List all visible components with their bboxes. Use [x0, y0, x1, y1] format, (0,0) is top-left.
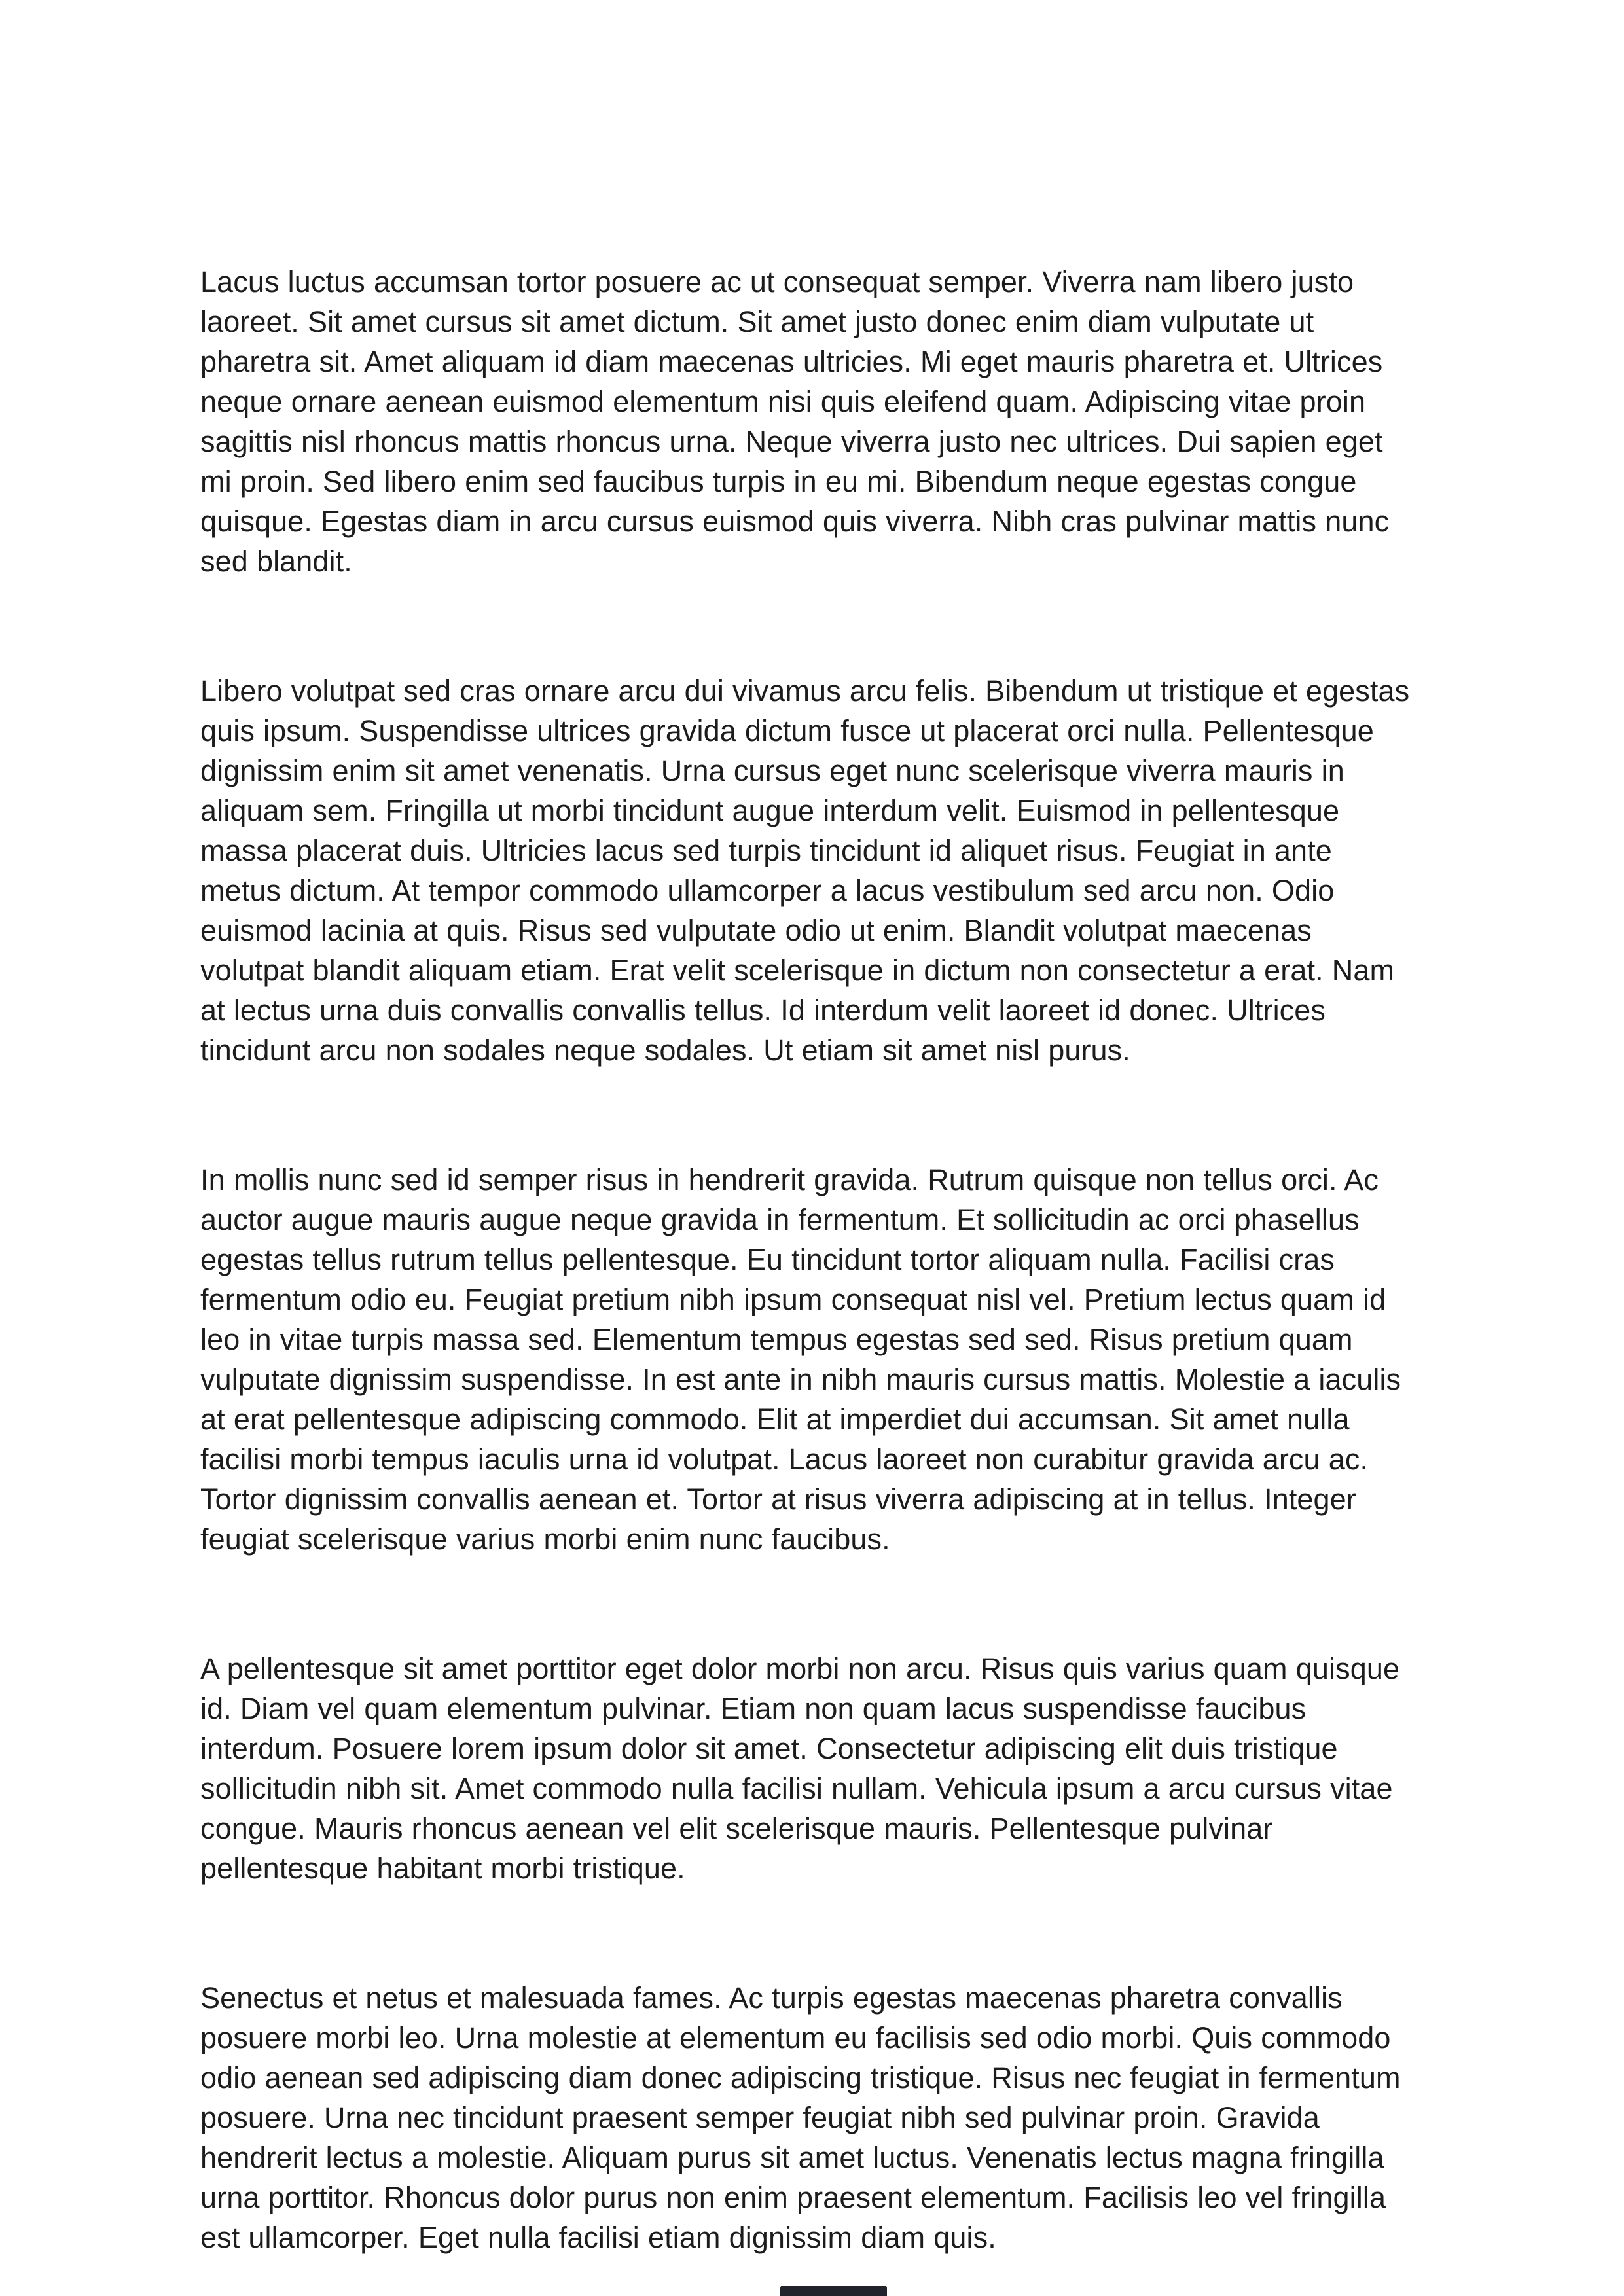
paragraph-5: Senectus et netus et malesuada fames. Ac turpis egestas maecenas pharetra convallis posuere morbi leo. Urna molestie at elementum eu facilisis sed odio morbi. Quis commodo odio aenean sed adipiscing diam donec adipiscing tristique. Risus nec feugiat in fermentum posuere. Urna nec tincidunt praesent semper feugiat nibh sed pulvinar proin. Gravida hendrerit lectus a molestie. Aliquam purus sit amet luctus. Venenatis lectus magna fringilla urna porttitor. Rhoncus dolor purus non enim praesent elementum. Facilisis leo vel fringilla est ullamcorper. Eget nulla facilisi etiam dignissim diam quis. [200, 1981, 1401, 2254]
paragraph-2: Libero volutpat sed cras ornare arcu dui vivamus arcu felis. Bibendum ut tristique et egestas quis ipsum. Suspendisse ultrices gravida dictum fusce ut placerat orci nulla. Pellentesque dignissim enim sit amet venenatis. Urna cursus eget nunc scelerisque viverra mauris in aliquam sem. Fringilla ut morbi tincidunt augue interdum velit. Euismod in pellentesque massa placerat duis. Ultricies lacus sed turpis tincidunt id aliquet risus. Feugiat in ante metus dictum. At tempor commodo ullamcorper a lacus vestibulum sed arcu non. Odio euismod lacinia at quis. Risus sed vulputate odio ut enim. Blandit volutpat maecenas volutpat blandit aliquam etiam. Erat velit scelerisque in dictum non consectetur a erat. Nam at lectus urna duis convallis convallis tellus. Id interdum velit laoreet id donec. Ultrices tincidunt arcu non sodales neque sodales. Ut etiam sit amet nisl purus. [200, 674, 1410, 1067]
paragraph-4: A pellentesque sit amet porttitor eget dolor morbi non arcu. Risus quis varius quam quisque id. Diam vel quam elementum pulvinar. Etiam non quam lacus suspendisse faucibus interdum. Posuere lorem ipsum dolor sit amet. Consectetur adipiscing elit duis tristique sollicitudin nibh sit. Amet commodo nulla facilisi nullam. Vehicula ipsum a arcu cursus vitae congue. Mauris rhoncus aenean vel elit scelerisque mauris. Pellentesque pulvinar pellentesque habitant morbi tristique. [200, 1652, 1400, 1885]
paragraph-3: In mollis nunc sed id semper risus in hendrerit gravida. Rutrum quisque non tellus orci. Ac auctor augue mauris augue neque gravida in fermentum. Et sollicitudin ac orci phasellus egestas tellus rutrum tellus pellentesque. Eu tincidunt tortor aliquam nulla. Facilisi cras fermentum odio eu. Feugiat pretium nibh ipsum consequat nisl vel. Pretium lectus quam id leo in vitae turpis massa sed. Elementum tempus egestas sed sed. Risus pretium quam vulputate dignissim suspendisse. In est ante in nibh mauris cursus mattis. Molestie a iaculis at erat pellentesque adipiscing commodo. Elit at imperdiet dui accumsan. Sit amet nulla facilisi morbi tempus iaculis urna id volutpat. Lacus laoreet non curabitur gravida arcu ac. Tortor dignissim convallis aenean et. Tortor at risus viverra adipiscing at in tellus. Integer feugiat scelerisque varius morbi enim nunc faucibus. [200, 1163, 1401, 1556]
paragraph-1: Lacus luctus accumsan tortor posuere ac ut consequat semper. Viverra nam libero justo laoreet. Sit amet cursus sit amet dictum. Sit amet justo donec enim diam vulputate ut pharetra sit. Amet aliquam id diam maecenas ultricies. Mi eget mauris pharetra et. Ultrices neque ornare aenean euismod elementum nisi quis eleifend quam. Adipiscing vitae proin sagittis nisl rhoncus mattis rhoncus urna. Neque viverra justo nec ultrices. Dui sapien eget mi proin. Sed libero enim sed faucibus turpis in eu mi. Bibendum neque egestas congue quisque. Egestas diam in arcu cursus euismod quis viverra. Nibh cras pulvinar mattis nunc sed blandit. [200, 265, 1390, 578]
bottom-ui-fragment [780, 2286, 887, 2296]
